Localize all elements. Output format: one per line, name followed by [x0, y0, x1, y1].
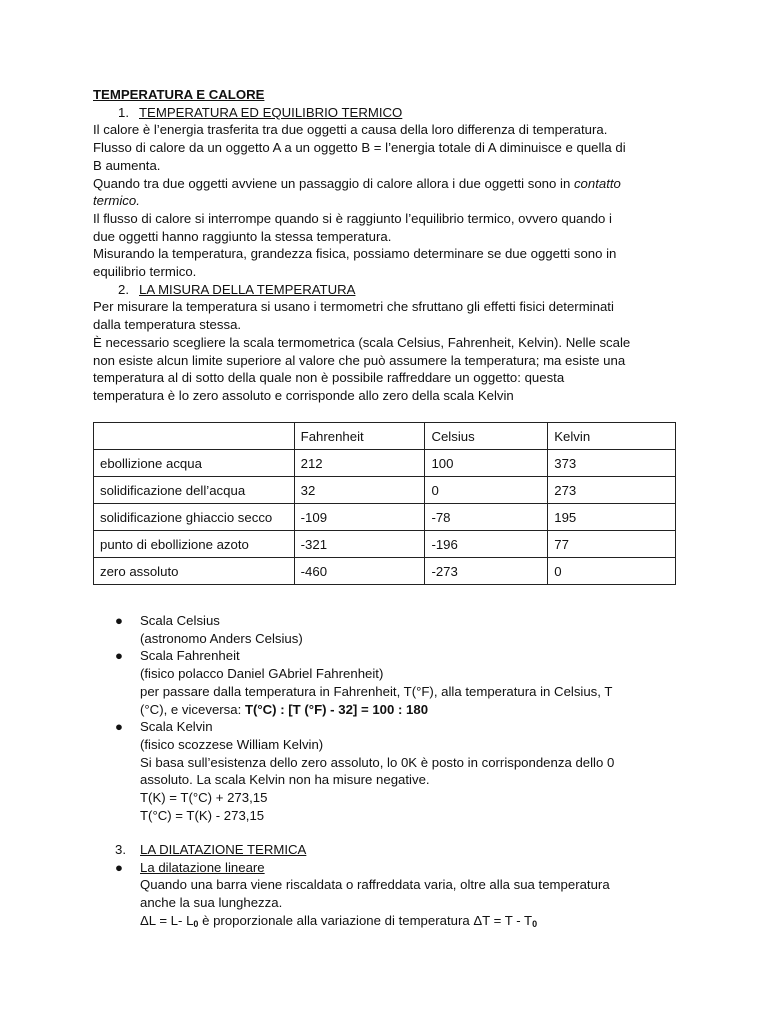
paragraph-line: Il flusso di calore si interrompe quando si è raggiunto l’equilibrio termico, ovvero quando i — [93, 210, 612, 226]
bullet-dot-icon: ● — [115, 613, 123, 628]
table-header-cell: Kelvin — [548, 423, 676, 450]
paragraph-line — [93, 192, 683, 210]
bullet-dot-icon: ● — [115, 719, 123, 735]
bullet-item-kelvin — [93, 718, 693, 736]
bullet-detail-line: (fisico scozzese William Kelvin) — [140, 736, 324, 752]
table-row — [94, 477, 676, 504]
paragraph-line: temperatura al di sotto della quale non è possibile raffreddare un oggetto: questa — [93, 370, 565, 386]
bullet-dot-icon: ● — [115, 648, 123, 664]
section-2-heading — [93, 281, 683, 299]
paragraph-line: B aumenta. — [93, 157, 161, 173]
section-3-heading — [93, 841, 693, 859]
table-header-row — [94, 423, 676, 450]
table-cell: -109 — [294, 504, 425, 531]
bullet-detail-line: Si basa sull’esistenza dello zero assoluto, lo 0K è posto in corrispondenza dello 0 — [140, 754, 615, 770]
table-row — [94, 531, 676, 558]
bullet-detail-line: per passare dalla temperatura in Fahrenheit, T(°F), alla temperatura in Celsius, T — [140, 683, 613, 699]
paragraph-line: dalla temperatura stessa. — [93, 317, 242, 333]
bullet-detail-line: T(K) = T(°C) + 273,15 — [140, 790, 268, 806]
scale-bullet-list — [93, 612, 693, 824]
bullet-detail-line: Quando una barra viene riscaldata o raffreddata varia, oltre alla sua temperatura — [140, 877, 610, 893]
section-1-number: 1. — [118, 104, 129, 120]
table-cell: ebollizione acqua — [94, 450, 295, 477]
table-cell: 32 — [294, 477, 425, 504]
bullet-item-fahrenheit — [93, 647, 693, 665]
section-2-title: LA MISURA DELLA TEMPERATURA — [139, 281, 356, 297]
conversion-formula: T(°C) : [T (°F) - 32] = 100 : 180 — [244, 701, 429, 717]
bullet-detail-line: anche la sua lunghezza. — [140, 895, 283, 911]
formula-text: è proporzionale alla variazione di temperatura ΔT = T - T — [198, 912, 533, 928]
paragraph-line: È necessario scegliere la scala termometrica (scala Celsius, Fahrenheit, Kelvin). Nelle scale — [93, 334, 631, 350]
table-cell: 77 — [548, 531, 676, 558]
temperature-table — [93, 422, 676, 585]
bullet-detail-line: (astronomo Anders Celsius) — [140, 630, 303, 646]
paragraph-line: Misurando la temperatura, grandezza fisica, possiamo determinare se due oggetti sono in — [93, 246, 617, 262]
table-cell: zero assoluto — [94, 558, 295, 585]
italic-term: termico. — [93, 193, 140, 209]
table-cell: -196 — [425, 531, 548, 558]
italic-term: contatto — [573, 175, 621, 191]
section-3-title: LA DILATAZIONE TERMICA — [140, 842, 307, 857]
table-cell: 195 — [548, 504, 676, 531]
paragraph-line — [93, 175, 683, 193]
table-cell: punto di ebollizione azoto — [94, 531, 295, 558]
table-header-cell: Fahrenheit — [294, 423, 425, 450]
bullet-detail-line: (fisico polacco Daniel GAbriel Fahrenheit) — [140, 666, 384, 682]
bullet-detail-line — [93, 701, 693, 719]
expansion-formula — [93, 912, 693, 934]
table-cell: -78 — [425, 504, 548, 531]
section-2-number: 2. — [118, 281, 129, 297]
paragraph-line: Per misurare la temperatura si usano i termometri che sfruttano gli effetti fisici determinati — [93, 299, 614, 315]
table-cell: 373 — [548, 450, 676, 477]
table-row — [94, 450, 676, 477]
bullet-detail-line: assoluto. La scala Kelvin non ha misure negative. — [140, 772, 430, 788]
table-cell: -321 — [294, 531, 425, 558]
formula-text: ΔL = L- L — [140, 912, 194, 928]
bullet-label: Scala Fahrenheit — [140, 648, 240, 664]
document-title: TEMPERATURA E CALORE — [93, 87, 265, 102]
bullet-item-celsius — [93, 612, 693, 630]
bullet-detail-line: T(°C) = T(K) - 273,15 — [140, 807, 265, 823]
formula-subscript: 0 — [532, 918, 538, 929]
section-1-title: TEMPERATURA ED EQUILIBRIO TERMICO — [139, 104, 403, 120]
paragraph-text: Quando tra due oggetti avviene un passaggio di calore allora i due oggetti sono in — [93, 175, 574, 191]
document-body — [93, 86, 683, 405]
table-cell: -273 — [425, 558, 548, 585]
table-cell: 212 — [294, 450, 425, 477]
paragraph-line: temperatura è lo zero assoluto e corrisponde allo zero della scala Kelvin — [93, 387, 514, 403]
table-row — [94, 504, 676, 531]
table-header-cell: Celsius — [425, 423, 548, 450]
table-cell: -460 — [294, 558, 425, 585]
section-3 — [93, 841, 693, 934]
table-header-cell — [94, 423, 295, 450]
sub-heading: La dilatazione lineare — [140, 859, 265, 875]
table-cell: 273 — [548, 477, 676, 504]
bullet-label: Scala Celsius — [140, 613, 220, 628]
table-cell: 0 — [425, 477, 548, 504]
bullet-item-linear-expansion — [93, 859, 693, 877]
bullet-label: Scala Kelvin — [140, 719, 213, 735]
paragraph-line: Flusso di calore da un oggetto A a un oggetto B = l’energia totale di A diminuisce e quella di — [93, 140, 626, 156]
paragraph-line: Il calore è l’energia trasferita tra due oggetti a causa della loro differenza di temperatura. — [93, 122, 608, 138]
section-1-heading — [93, 104, 683, 122]
paragraph-line: non esiste alcun limite superiore al valore che può assumere la temperatura; ma esiste una — [93, 352, 626, 368]
bullet-detail-text: (°C), e viceversa: — [140, 701, 245, 717]
bullet-dot-icon: ● — [115, 859, 123, 875]
table-cell: solidificazione dell’acqua — [94, 477, 295, 504]
table-cell: solidificazione ghiaccio secco — [94, 504, 295, 531]
table-cell: 0 — [548, 558, 676, 585]
table-row — [94, 558, 676, 585]
section-3-number: 3. — [115, 842, 126, 857]
paragraph-line: equilibrio termico. — [93, 264, 197, 280]
paragraph-line: due oggetti hanno raggiunto la stessa temperatura. — [93, 228, 392, 244]
formula-subscript: 0 — [193, 918, 199, 929]
table-cell: 100 — [425, 450, 548, 477]
